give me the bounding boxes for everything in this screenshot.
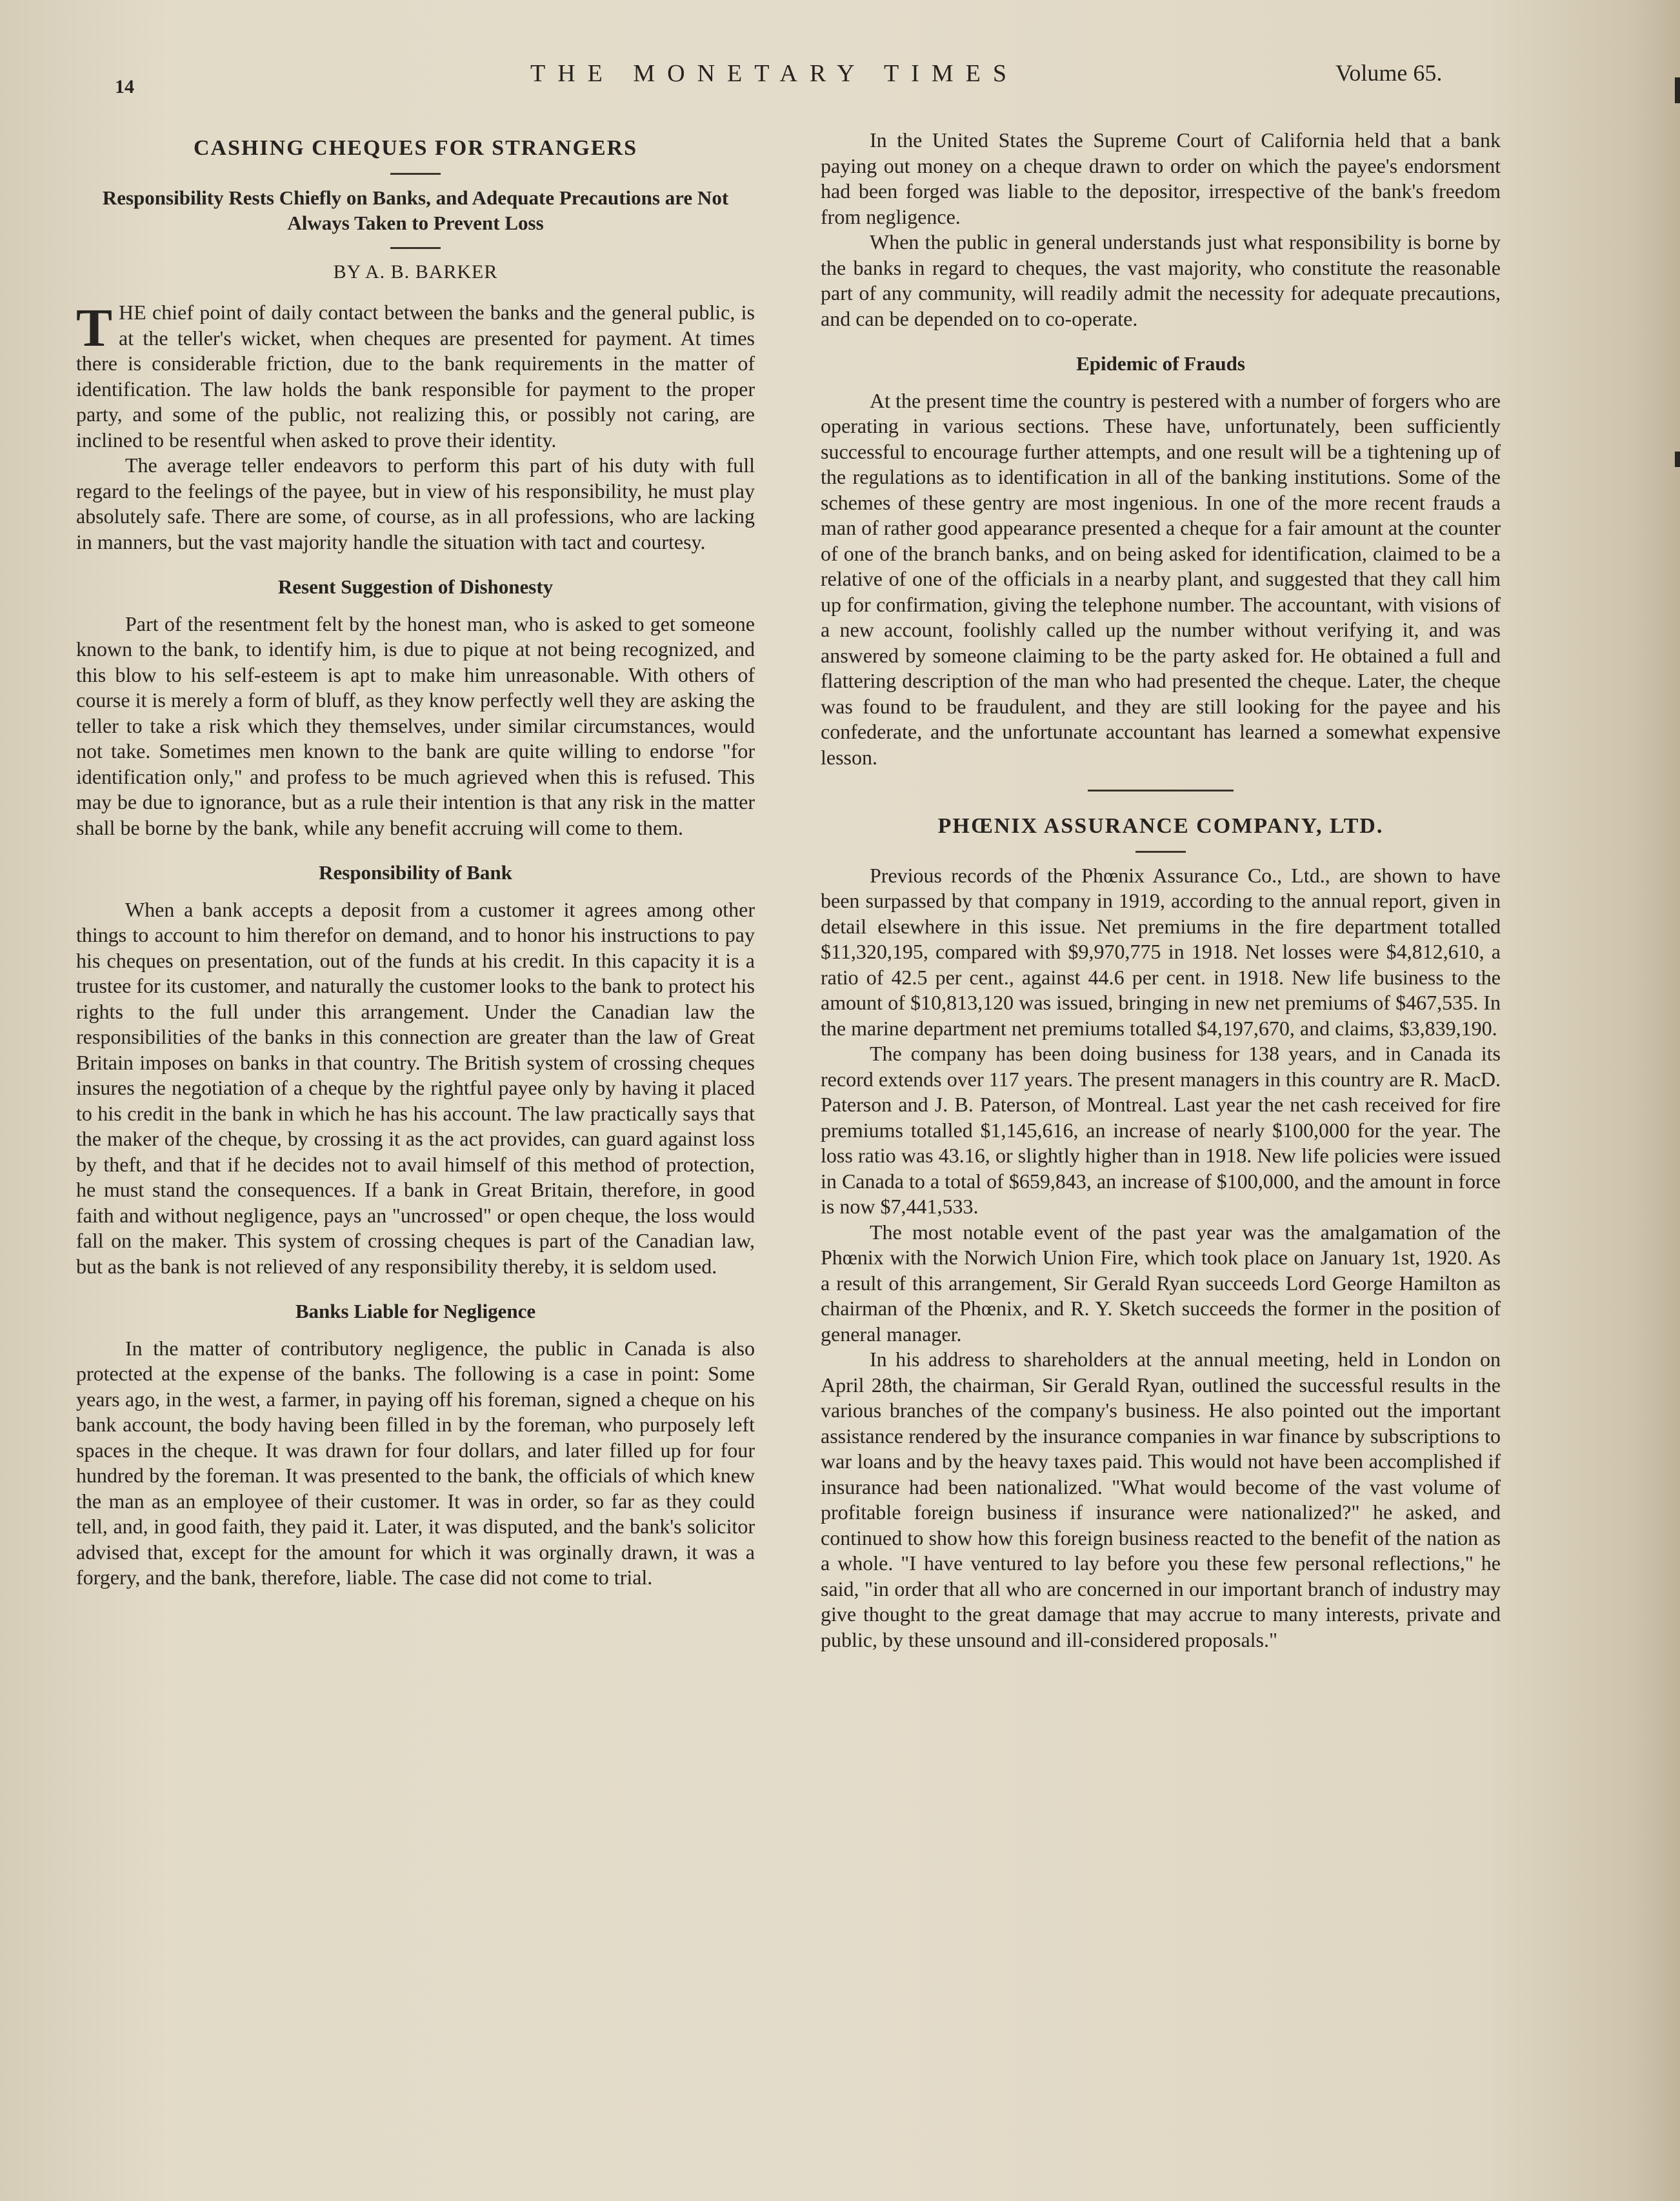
section-heading: Epidemic of Frauds	[1076, 352, 1245, 375]
page-number: 14	[115, 76, 134, 97]
subtitle-rule	[390, 247, 441, 249]
paragraph: The company has been doing business for 138 years, and in Canada its record extends over 117 years. The present managers in this country are R. MacD. Paterson and J. B. Paterson, of Montreal. Last year the net cash received for fire premiums totalled $1,145,616, an increase of nearly $100,000 for the year. The loss ratio was 43.16, or slightly higher than in 1918. New life policies were issued in Canada to a total of $659,843, an increase of $100,000, and the amount in force is now $7,441,533.	[821, 1042, 1501, 1218]
paragraph: Part of the resentment felt by the honest man, who is asked to get someone known to the bank, to identify him, is due to pique at not being recognized, and this blow to his self-esteem is apt to make him unreasonable. With others of course it is merely a form of bluff, as they know perfectly well they are asking the teller to take a risk which they themselves, under similar circumstances, would not take. Sometimes men known to the bank are quite willing to endorse "for identification only," and profess to be much agrieved when this is refused. This may be due to ignorance, but as a rule their intention is that any risk in the matter shall be borne by the bank, while any benefit accruing will come to them.	[76, 612, 755, 839]
intro-text: HE chief point of daily contact between the banks and the general public, is at the teller's wicket, when cheques are presented for payment. At times there is considerable friction, due to the bank requirements in the matter of identification. The law holds the bank responsible for payment to the proper party, and some of the public, not realizing this, or possibly not caring, are inclined to be resentful when asked to prove their identity.	[76, 301, 755, 452]
running-header	[0, 59, 1680, 98]
article-separator	[1088, 790, 1234, 792]
article-subtitle: Responsibility Rests Chiefly on Banks, and Adequate Precautions are Not Always Taken to Prevent Loss	[102, 186, 729, 234]
title-rule	[1135, 851, 1186, 853]
right-column	[821, 128, 1501, 1653]
paragraph: Previous records of the Phœnix Assurance Co., Ltd., are shown to have been surpassed by that company in 1919, according to the annual report, given in detail elsewhere in this issue. Net premiums in the fire department totalled $11,320,195, compared with $9,970,775 in 1918. Net losses were $4,812,610, a ratio of 42.5 per cent., against 44.6 per cent. in 1918. New life business to the amount of $10,813,120 was issued, bringing in new net premiums of $467,535. In the marine department net premiums totalled $4,197,670, and claims, $3,839,190.	[821, 863, 1501, 1040]
section-heading: Banks Liable for Negligence	[295, 1300, 536, 1322]
title-rule	[390, 173, 441, 175]
volume-label: Volume 65.	[1335, 60, 1443, 86]
intro-paragraph	[76, 300, 755, 453]
paragraph: In his address to shareholders at the annual meeting, held in London on April 28th, the chairman, Sir Gerald Ryan, outlined the successful results in the various branches of the company's business. He also pointed out the important assistance rendered by the insurance companies in war finance by subscriptions to war loans and by the heavy taxes paid. This would not have been accomplished if insurance had been nationalized. "What would become of the vast volume of profitable foreign business if insurance were nationalized?" he asked, and continued to show how this foreign business reacted to the benefit of the nation as a whole. "I have ventured to lay before you these few personal reflections," he said, "in order that all who are concerned in our important branch of industry may give thought to the great damage that may accrue to many interests, private and public, by these unsound and ill-considered proposals."	[821, 1348, 1501, 1651]
binding-mark	[1675, 452, 1680, 467]
paragraph: At the present time the country is pestered with a number of forgers who are operating in various sections. These have, unfortunately, been sufficiently successful to encourage further attempts, and one result will be a tightening up of the regulations as to identification in all of the banking institutions. Some of the schemes of these gentry are most ingenious. In one of the more recent frauds a man of rather good appearance presented a cheque for a fair amount at the counter of one of the branch banks, and on being asked for identification, claimed to be a relative of one of the officials in a nearby plant, and suggested that they call him up for confirmation, giving the telephone number. The accountant, with visions of a new account, foolishly called up the number without verifying it, and was answered by someone claiming to be the party asked for. He obtained a full and flattering description of the man who had presented the cheque. Later, the cheque was found to be fraudulent, and they are still looking for the payee and his confederate, and the unfortunate accountant has learned a somewhat expensive lesson.	[821, 388, 1501, 769]
paragraph: When a bank accepts a deposit from a customer it agrees among other things to account to him therefor on demand, and to honor his instructions to pay his cheques on presentation, out of the funds at his credit. In this capacity it is a trustee for its customer, and naturally the customer looks to the bank to protect his rights to the full under this arrangement. Under the Canadian law the responsibilities of the banks in this connection are greater than the law of Great Britain imposes on banks in that country. The British system of crossing cheques insures the negotiation of a cheque by the rightful payee only by having it placed to his credit in the bank in which he has his account. The law practically says that the maker of the cheque, by crossing it as the act provides, can guard against loss by theft, and that if he decides not to avail himself of this method of protection, he must stand the consequences. If a bank in Great Britain, therefore, in good faith and without negligence, pays an "uncrossed" or open cheque, the loss would fall on the maker. This system of crossing cheques is part of the Canadian law, but as the bank is not relieved of any responsibility thereby, it is seldom used.	[76, 897, 755, 1278]
article-title: CASHING CHEQUES FOR STRANGERS	[193, 136, 638, 160]
left-column	[76, 135, 755, 1591]
paragraph: The most notable event of the past year was the amalgamation of the Phœnix with the Norwich Union Fire, which took place on January 1st, 1920. As a result of this arrangement, Sir Gerald Ryan succeeds Lord George Hamilton as chairman of the Phœnix, and R. Y. Sketch succeeds the former in the position of general manager.	[821, 1220, 1501, 1346]
paragraph: In the matter of contributory negligence, the public in Canada is also protected at the expense of the banks. The following is a case in point: Some years ago, in the west, a farmer, in paying off his foreman, signed a cheque on his bank account, the body having been filled in by the foreman, who purposely left spaces in the cheque. It was drawn for four dollars, and later filled up for four hundred by the foreman. It was presented to the bank, the officials of which knew the man as an employee of their customer. It was in order, so far as they could tell, and, in good faith, they paid it. Later, it was disputed, and the bank's solicitor advised that, except for the amount for which it was orginally drawn, it was a forgery, and the bank, therefore, liable. The case did not come to trial.	[76, 1336, 755, 1589]
byline: BY A. B. BARKER	[333, 261, 498, 283]
drop-cap: T	[76, 298, 113, 358]
article-title: PHŒNIX ASSURANCE COMPANY, LTD.	[937, 814, 1384, 838]
section-heading: Responsibility of Bank	[319, 861, 512, 884]
paragraph: In the United States the Supreme Court of California held that a bank paying out money on a cheque drawn to order on which the payee's endorsment had been forged was liable to the depositor, irrespective of the bank's freedom from negligence.	[821, 128, 1501, 228]
section-heading: Resent Suggestion of Dishonesty	[277, 575, 554, 598]
paragraph: The average teller endeavors to perform this part of his duty with full regard to the feelings of the payee, but in view of his responsibility, he must play absolutely safe. There are some, of course, as in all professions, who are lacking in manners, but the vast majority handle the situation with tact and courtesy.	[76, 453, 755, 553]
binding-mark	[1675, 77, 1680, 103]
paragraph: When the public in general understands just what responsibility is borne by the banks in regard to cheques, the vast majority, who constitute the reasonable part of any community, will readily admit the necessity for adequate precautions, and can be depended on to co-operate.	[821, 230, 1501, 330]
publication-title: THE MONETARY TIMES	[530, 60, 1019, 87]
